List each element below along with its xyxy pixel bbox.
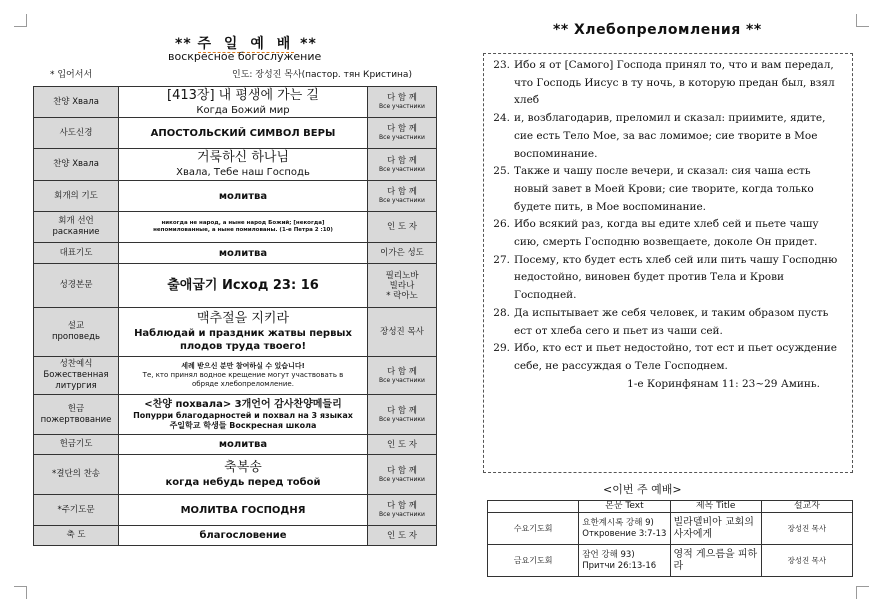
week-preacher <box>761 545 852 577</box>
verse-text: Да испытывает же себя человек, и таким образом пусть ест от хлеба сего и пьет из чаши сей. <box>514 306 829 337</box>
service-item-participant <box>368 118 437 149</box>
participant-line: 다 함 께 <box>386 155 418 166</box>
content-line: Хвала, Тебе наш Господь <box>176 167 310 178</box>
label-line: 헌금기도 <box>59 439 93 449</box>
service-item-label <box>34 435 119 455</box>
week-text <box>579 545 670 577</box>
week-preacher-name: 장성진 목사 <box>787 524 827 533</box>
content-line: молитва <box>218 247 268 259</box>
service-item-label <box>34 308 119 357</box>
scripture-verse <box>490 252 842 305</box>
participant-line: 다 함 께 <box>386 405 418 416</box>
participant-line: Все участники <box>379 415 425 423</box>
week-text-ko: 요한계시록 강해 9) <box>582 517 654 528</box>
service-item-participant <box>368 395 437 435</box>
service-item-label <box>34 357 119 395</box>
label-line: *주기도문 <box>57 504 95 515</box>
scripture-reference: 1-е Коринфянам 11: 23~29 Аминь. <box>627 377 820 390</box>
participant-line: 다 함 께 <box>386 366 418 377</box>
participant-line: 인 도 자 <box>386 439 418 450</box>
content-line: никогда не народ, а ныне народ Божий; [некогда] <box>161 220 325 226</box>
week-text <box>579 513 670 545</box>
service-item-content <box>119 87 368 118</box>
week-preacher <box>761 513 852 545</box>
week-header-cell <box>488 501 579 513</box>
margin-corner-mark <box>856 14 869 27</box>
content-line: непомилованные, а ныне помилованы. (1-е Петра 2 :10) <box>153 227 333 233</box>
page-subtitle: воскресное богослужение <box>168 50 322 63</box>
margin-corner-mark <box>14 586 27 599</box>
content-line: Когда Божий мир <box>196 104 290 116</box>
week-title-cell <box>670 545 761 577</box>
service-item-participant <box>368 87 437 118</box>
service-item-participant <box>368 181 437 212</box>
week-text-ko: 잠언 강해 93) <box>582 549 635 560</box>
week-header-cell: 본문 Text <box>579 501 670 513</box>
week-header-cell: 설교자 <box>761 501 852 513</box>
week-sermon-title: 영적 게으름을 피하라 <box>673 548 758 572</box>
content-line: 축복송 <box>224 460 262 475</box>
service-item-participant <box>368 526 437 546</box>
scripture-title: ** Хлебопреломления ** <box>553 22 762 38</box>
service-row <box>34 357 437 395</box>
participant-line: 필리노바 <box>385 270 419 281</box>
participant-line: Все участники <box>379 475 425 483</box>
participant-line: Все участники <box>379 511 425 518</box>
content-line: благословение <box>199 530 287 541</box>
participant-line: Все участники <box>379 376 425 384</box>
content-line: МОЛИТВА ГОСПОДНЯ <box>180 504 306 516</box>
service-row <box>34 212 437 243</box>
scripture-verse <box>490 57 842 110</box>
week-text-ru: Откровение 3:7-13 <box>582 528 667 539</box>
label-line: пожертвование <box>40 414 112 425</box>
service-item-label <box>34 526 119 546</box>
verse-text: Также и чашу после вечери, и сказал: сия чаша есть новый завет в Моей Крови; сие творите, когда только будете пить, в Мое воспоминание. <box>514 165 814 213</box>
content-line: молитва <box>218 439 268 450</box>
week-preacher-name: 장성진 목사 <box>787 556 827 565</box>
scripture-verse <box>490 340 842 375</box>
service-item-label <box>34 87 119 118</box>
participant-line: Все участники <box>379 165 425 173</box>
label-line: литургия <box>55 381 97 391</box>
service-item-label <box>34 264 119 308</box>
scripture-verse <box>490 163 842 216</box>
service-leader: 인도: 장성진 목사(пастор. тян Кристина) <box>232 70 412 80</box>
service-row <box>34 495 437 526</box>
verse-number: 25. <box>493 165 510 178</box>
participant-line: Все участники <box>379 134 425 141</box>
this-week-table <box>487 500 853 577</box>
participant-line: * 락아노 <box>386 290 418 301</box>
service-item-label <box>34 212 119 243</box>
content-line: обряде хлебопреломление. <box>192 380 294 388</box>
content-line: 세례 받으신 분만 참여하실 수 있습니다! <box>181 362 305 370</box>
verse-text: Ибо я от [Самого] Господа принял то, что и вам передал, что Господь Иисус в ту ночь, в которую предан был, взял хлеб <box>514 59 835 107</box>
service-item-participant <box>368 308 437 357</box>
service-row <box>34 455 437 495</box>
participant-line: 다 함 께 <box>386 501 418 511</box>
content-line: Те, кто принял водное крещение могут участвовать в <box>142 371 344 379</box>
service-item-label <box>34 395 119 435</box>
participant-line: 다 함 께 <box>386 465 418 476</box>
call-to-worship: * 입어서서 <box>50 70 93 80</box>
content-line: Наблюдай и праздник жатвы первых <box>134 328 352 339</box>
week-day-text: 수요기도회 <box>513 524 553 533</box>
content-line: 맥추절을 지키라 <box>196 311 290 326</box>
scripture-verse <box>490 305 842 340</box>
label-line: 대표기도 <box>59 247 93 258</box>
verse-text: и, возблагодарив, преломил и сказал: приимите, ядите, сие есть Тело Мое, за вас ломимое; сие творите в Мое воспоминание. <box>514 112 826 160</box>
verse-text: Посему, кто будет есть хлеб сей или пить чашу Господню недостойно, виновен будет против Тела и Крови Господней. <box>514 253 838 302</box>
scripture-verse <box>490 216 842 251</box>
label-line: 찬양 Хвала <box>53 159 99 169</box>
participant-line: 빌라나 <box>389 280 415 291</box>
content-line: молитва <box>218 190 268 202</box>
label-line: 회개의 기도 <box>54 190 98 201</box>
service-item-label <box>34 243 119 264</box>
verse-text: Ибо, кто ест и пьет недостойно, тот ест и пьет осуждение себе, не рассуждая о Теле Господнем. <box>514 342 838 372</box>
service-item-participant <box>368 149 437 181</box>
service-item-participant <box>368 435 437 455</box>
service-item-content <box>119 118 368 149</box>
verse-number: 27. <box>493 253 510 266</box>
margin-corner-mark <box>14 14 27 27</box>
scripture-verse <box>490 110 842 163</box>
service-item-content <box>119 149 368 181</box>
service-item-content <box>119 181 368 212</box>
participant-line: 다 함 께 <box>386 187 418 197</box>
week-day-text: 금요기도회 <box>513 556 553 565</box>
label-line: 헌금 <box>67 403 85 414</box>
label-line: 설교 <box>67 321 85 331</box>
participant-line: 인 도 자 <box>386 222 418 232</box>
service-item-label <box>34 181 119 212</box>
content-line: 주일학교 학생들 Воскресная школа <box>169 421 317 430</box>
label-line: *결단의 찬송 <box>51 469 100 479</box>
service-item-label <box>34 149 119 181</box>
verse-number: 26. <box>493 218 510 231</box>
verse-number: 24. <box>493 112 510 125</box>
service-item-participant <box>368 264 437 308</box>
content-line: 거룩하신 하나님 <box>196 150 290 165</box>
content-line: АПОСТОЛЬСКИЙ СИМВОЛ ВЕРЫ <box>150 127 336 139</box>
service-item-participant <box>368 212 437 243</box>
service-item-content <box>119 212 368 243</box>
label-line: раскаяние <box>52 227 100 237</box>
service-row <box>34 118 437 149</box>
service-item-content <box>119 308 368 357</box>
verse-text: Ибо всякий раз, когда вы едите хлеб сей и пьете чашу сию, смерть Господню возвещаете, доколе Он придет. <box>514 218 819 249</box>
service-row <box>34 308 437 357</box>
this-week-title: <이번 주 예배> <box>603 483 682 496</box>
week-text-ru: Притчи 26:13-16 <box>582 560 657 571</box>
label-line: проповедь <box>51 332 101 342</box>
service-item-content <box>119 455 368 495</box>
content-line: 출애굽기 Исход 23: 16 <box>167 277 319 293</box>
service-item-content <box>119 495 368 526</box>
service-row <box>34 243 437 264</box>
service-item-content <box>119 243 368 264</box>
week-sermon-title: 빌라델비아 교회의 사자에게 <box>673 516 754 540</box>
content-line: когда небудь перед тобой <box>165 477 321 488</box>
service-item-label <box>34 118 119 149</box>
service-row <box>34 264 437 308</box>
service-item-content <box>119 264 368 308</box>
participant-line: 장성진 목사 <box>380 327 424 337</box>
content-line: Попурри благодарностей и похвал на 3 языках <box>133 411 353 420</box>
page-title: ** 주 일 예 배 ** <box>175 36 317 52</box>
label-line: 성경본문 <box>59 280 93 290</box>
verse-number: 29. <box>493 342 510 355</box>
participant-line: 이가은 성도 <box>380 248 424 258</box>
content-line: [413장] 내 평생에 가는 길 <box>167 87 319 103</box>
service-row <box>34 526 437 546</box>
order-of-service-table <box>33 86 437 546</box>
participant-line: 다 함 께 <box>386 93 418 103</box>
verse-number: 23. <box>493 59 510 71</box>
title-text: 주 일 예 배 <box>197 36 295 52</box>
label-line: 성찬예식 <box>59 359 93 369</box>
service-item-participant <box>368 243 437 264</box>
service-item-content <box>119 435 368 455</box>
service-item-content <box>119 395 368 435</box>
content-line: <찬양 поxвала> 3개언어 감사찬양메들리 <box>144 399 342 410</box>
verse-number: 28. <box>493 306 510 319</box>
week-row <box>488 545 853 577</box>
week-row <box>488 513 853 545</box>
participant-line: Все участники <box>379 197 425 204</box>
week-day <box>488 513 579 545</box>
content-line: плодов труда твоего! <box>179 341 307 352</box>
margin-corner-mark <box>856 586 869 599</box>
service-item-participant <box>368 455 437 495</box>
service-row <box>34 395 437 435</box>
label-line: 축 도 <box>66 530 86 540</box>
label-line: 회개 선언 <box>58 216 94 226</box>
week-day <box>488 545 579 577</box>
service-row <box>34 149 437 181</box>
service-row <box>34 435 437 455</box>
week-header-cell: 제목 Title <box>670 501 761 513</box>
label-line: Божественная <box>43 370 109 380</box>
scripture-box <box>483 53 853 473</box>
service-item-label <box>34 495 119 526</box>
service-row <box>34 181 437 212</box>
participant-line: 다 함 께 <box>386 124 418 134</box>
service-item-content <box>119 526 368 546</box>
participant-line: Все участники <box>379 103 425 110</box>
service-item-participant <box>368 357 437 395</box>
participant-line: 인 도 자 <box>386 530 418 541</box>
service-item-label <box>34 455 119 495</box>
label-line: 찬양 Хвала <box>53 96 99 107</box>
service-row <box>34 87 437 118</box>
week-title-cell <box>670 513 761 545</box>
label-line: 사도신경 <box>59 127 93 138</box>
service-item-content <box>119 357 368 395</box>
service-item-participant <box>368 495 437 526</box>
